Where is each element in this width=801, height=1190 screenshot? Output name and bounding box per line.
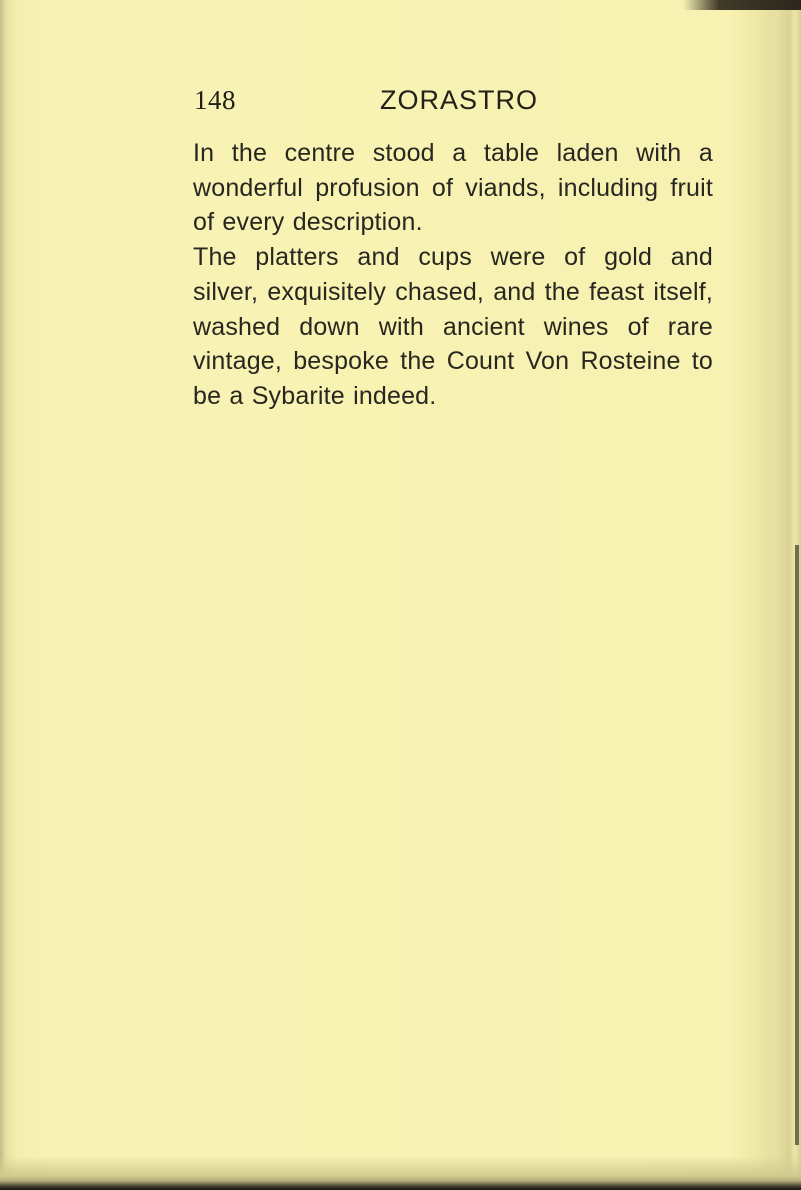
text-line: be a Sybarite indeed.: [193, 381, 437, 410]
text-line: vintage, bespoke the Count Von Rosteine to: [193, 347, 713, 376]
text-line: silver, exquisitely chased, and the feast itself,: [193, 277, 713, 306]
running-head: [194, 85, 539, 116]
page-body: [193, 136, 713, 414]
top-right-shadow: [683, 0, 801, 10]
text-line: washed down with ancient wines of rare: [193, 312, 713, 341]
text-line: wonderful profusion of viands, including fruit: [193, 173, 713, 202]
page-number: 148: [194, 85, 236, 115]
paragraph-2: [193, 240, 713, 414]
text-line: In the centre stood a table laden with a: [193, 139, 713, 167]
right-binding-shadow: [795, 545, 799, 1145]
left-page-edge: [0, 0, 16, 1190]
text-line: of every description.: [193, 208, 423, 237]
paragraph-1: [193, 136, 713, 240]
running-title: ZORASTRO: [380, 85, 539, 115]
bottom-page-shadow: [0, 1156, 801, 1190]
text-line: The platters and cups were of gold and: [193, 243, 713, 272]
